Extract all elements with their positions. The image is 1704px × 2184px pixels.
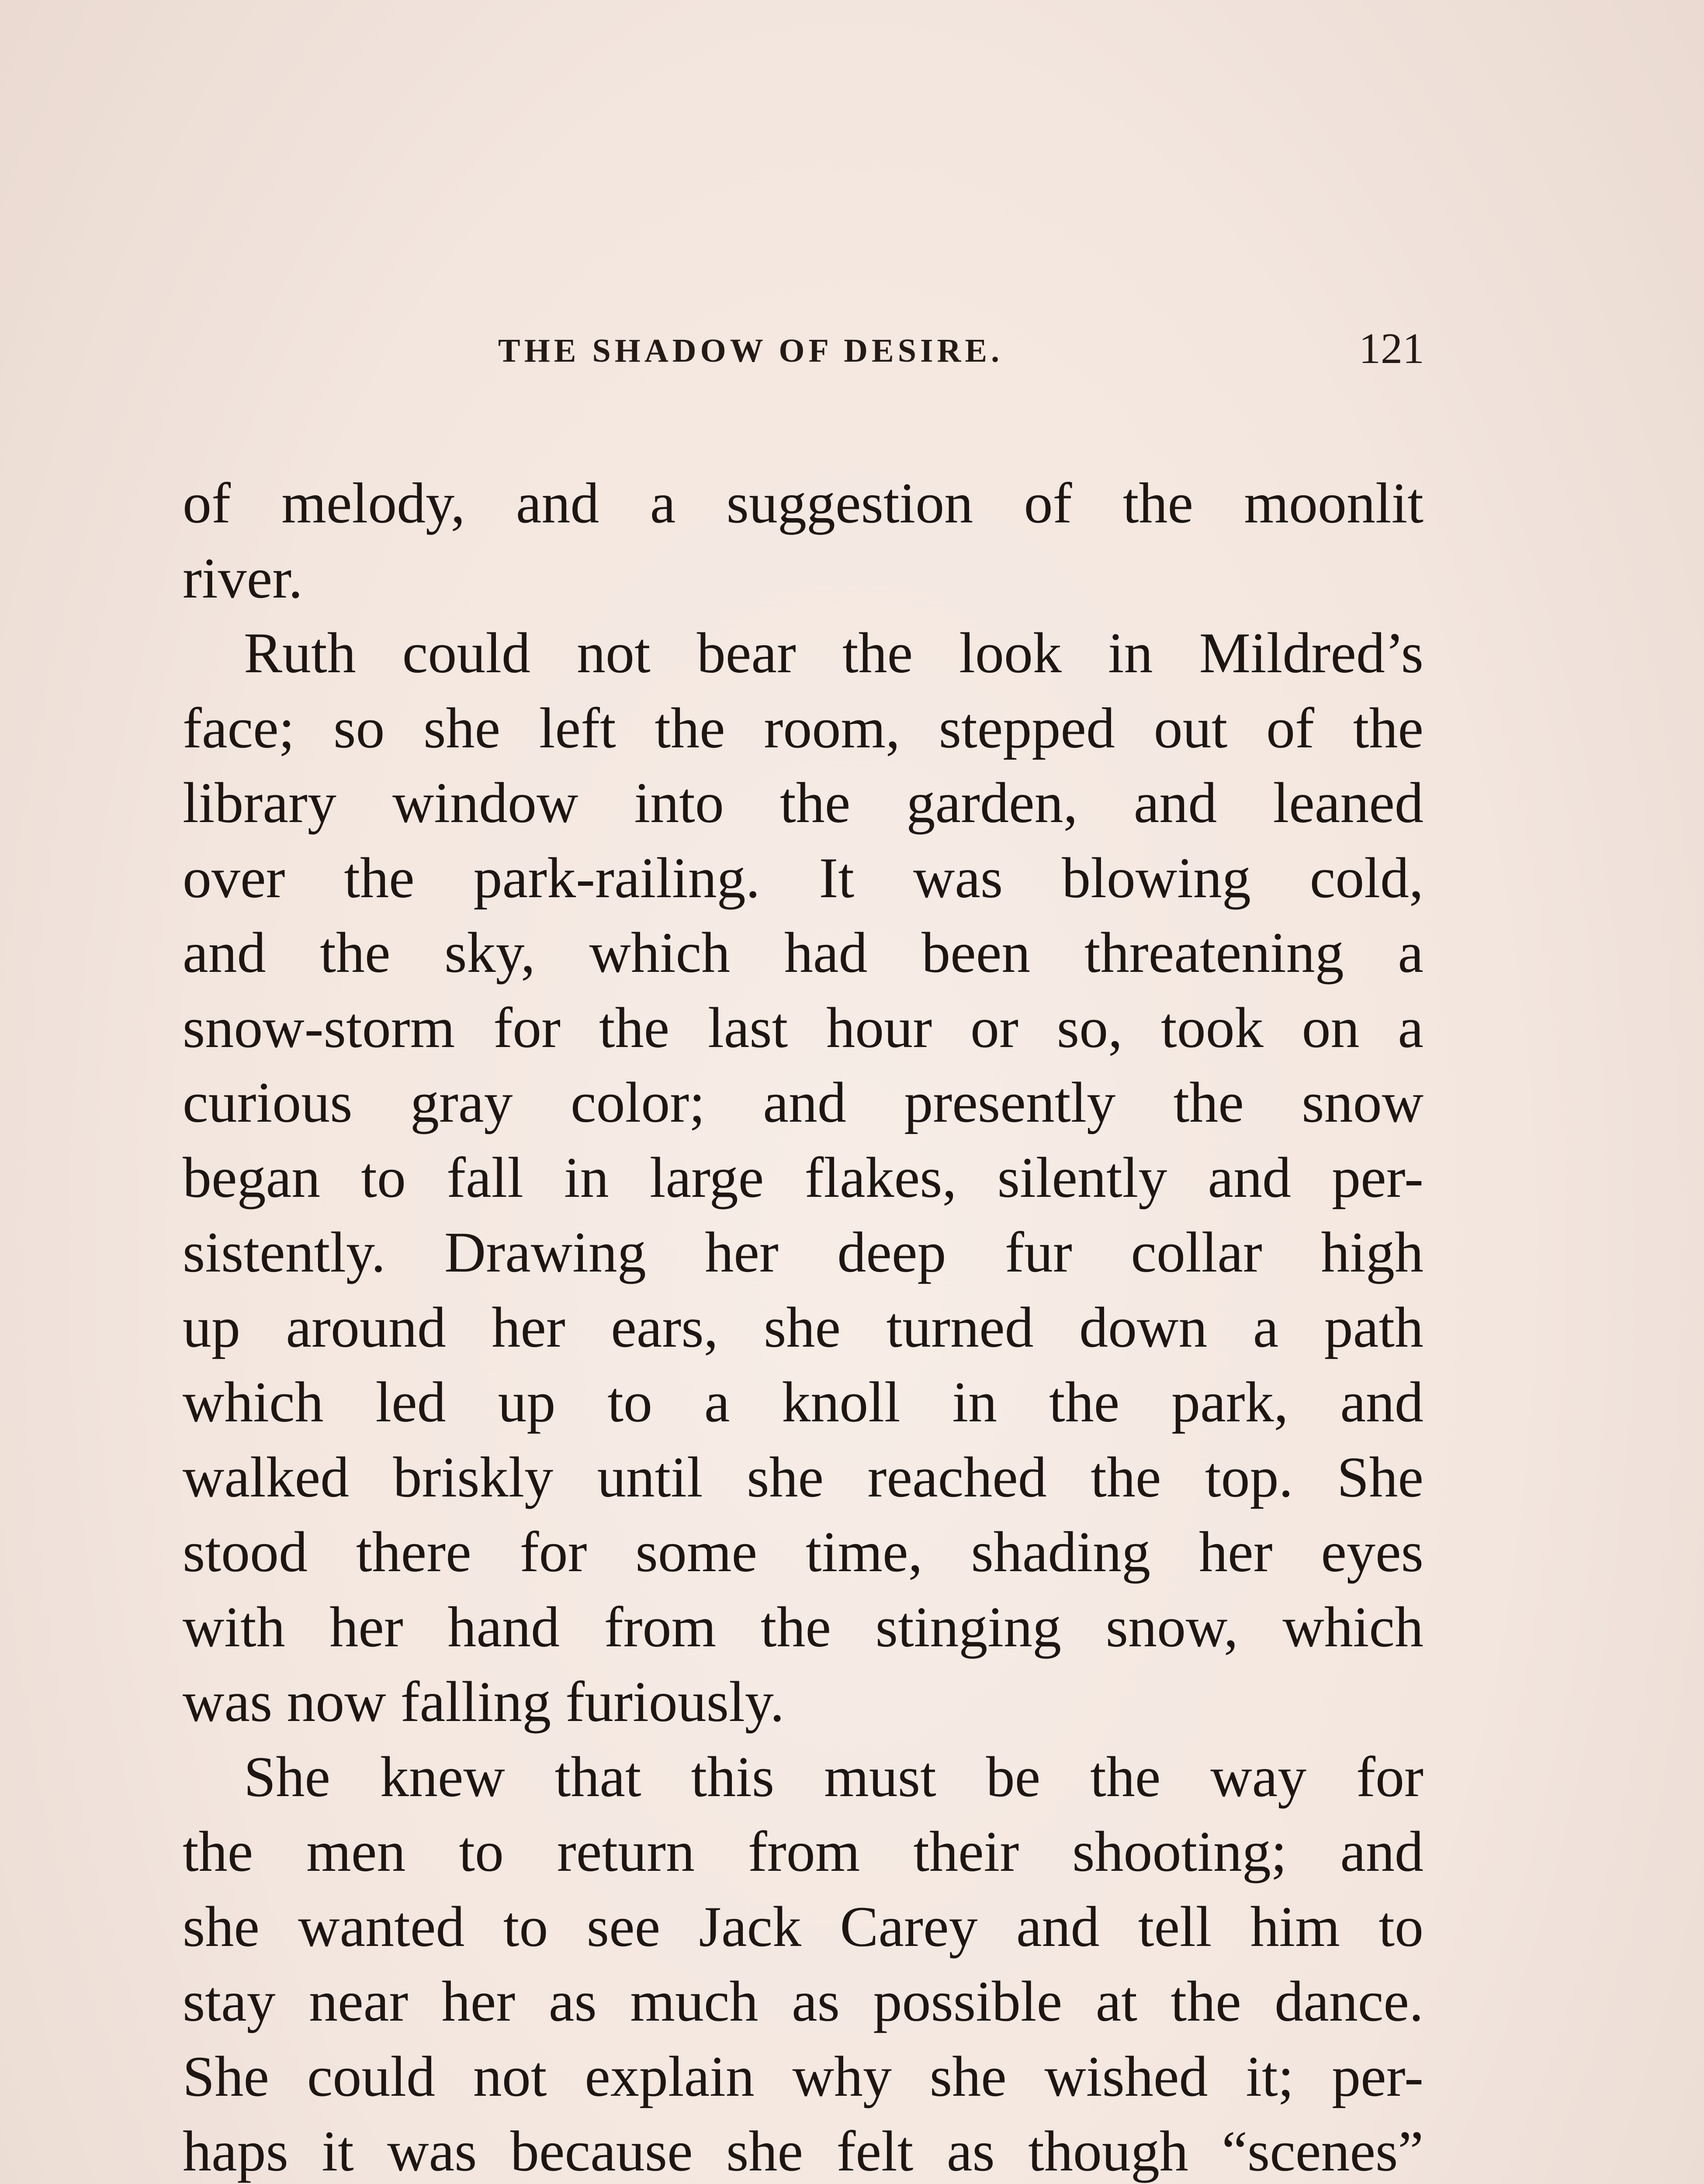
text-line: began to fall in large flakes, silently and per- xyxy=(183,1145,1423,1209)
text-line: and the sky, which had been threatening a xyxy=(183,920,1423,985)
text-line: with her hand from the stinging snow, which xyxy=(183,1594,1423,1659)
text-line: she wanted to see Jack Carey and tell him to xyxy=(183,1894,1423,1959)
text-line: up around her ears, she turned down a path xyxy=(183,1295,1423,1359)
page-number: 121 xyxy=(1359,324,1424,373)
text-line: library window into the garden, and leaned xyxy=(183,771,1423,835)
text-line: Ruth could not bear the look in Mildred’s xyxy=(244,621,1423,685)
text-line: sistently. Drawing her deep fur collar high xyxy=(183,1220,1423,1284)
running-head-title: THE SHADOW OF DESIRE. xyxy=(498,332,1004,369)
text-line: snow-storm for the last hour or so, took on a xyxy=(183,995,1423,1060)
text-line: over the park-railing. It was blowing cold, xyxy=(183,845,1423,910)
text-line: stood there for some time, shading her eyes xyxy=(183,1520,1423,1584)
text-line: was now falling furiously. xyxy=(183,1669,785,1734)
text-line: walked briskly until she reached the top. She xyxy=(183,1444,1423,1509)
text-line: the men to return from their shooting; and xyxy=(183,1819,1423,1883)
text-line: stay near her as much as possible at the dance. xyxy=(183,1969,1423,2033)
text-line: curious gray color; and presently the snow xyxy=(183,1070,1423,1134)
text-line: haps it was because she felt as though “scenes” xyxy=(183,2119,1423,2183)
text-line: of melody, and a suggestion of the moonlit xyxy=(183,471,1423,535)
body-text xyxy=(183,466,1423,2184)
text-line: which led up to a knoll in the park, and xyxy=(183,1370,1423,1434)
text-line: face; so she left the room, stepped out of the xyxy=(183,695,1423,760)
text-line: river. xyxy=(183,546,303,610)
text-line: She could not explain why she wished it; per- xyxy=(183,2044,1423,2108)
text-line: She knew that this must be the way for xyxy=(244,1744,1423,1809)
